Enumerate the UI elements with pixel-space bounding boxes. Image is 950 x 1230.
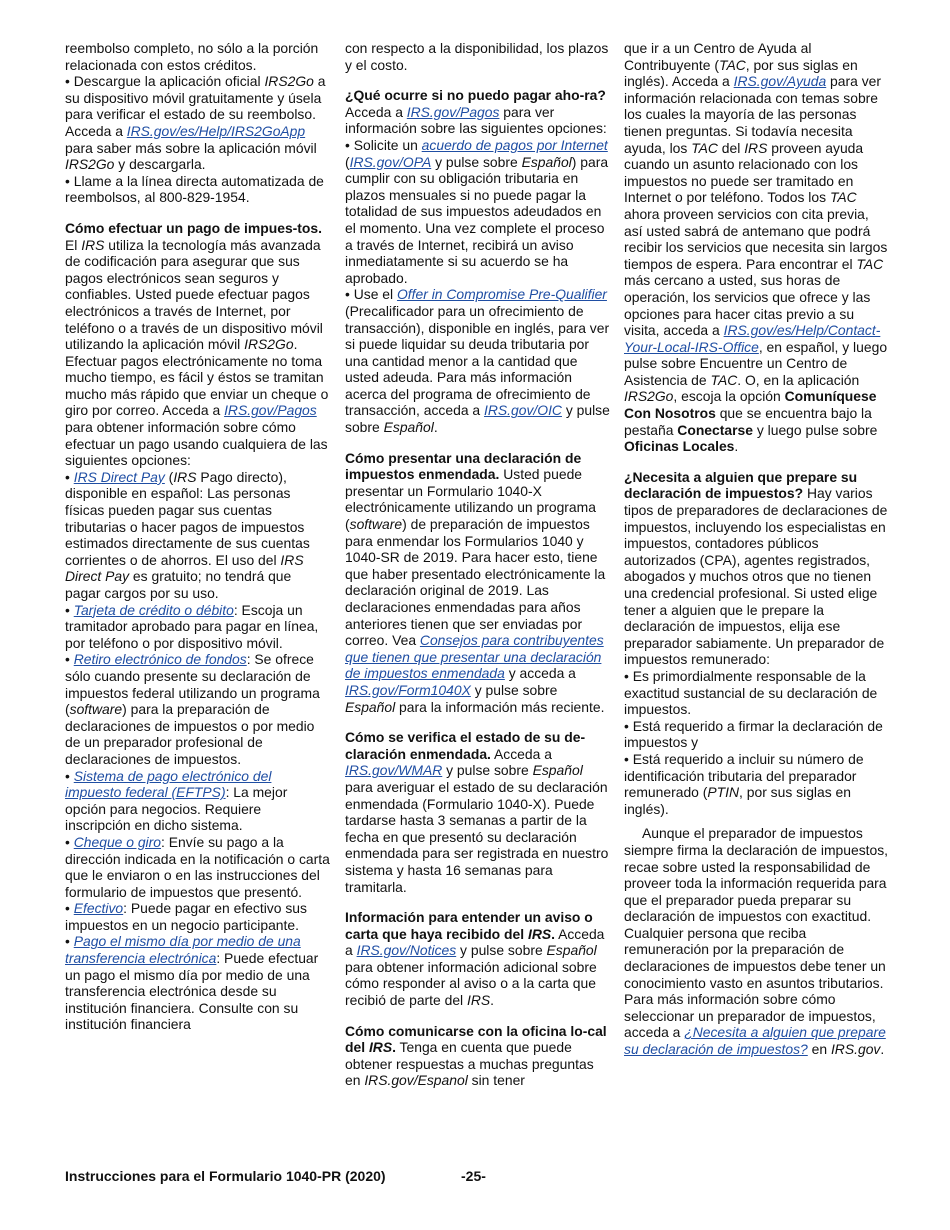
local-office-link[interactable]: IRS.gov/es/Help/Contact-Your-Local-IRS-Office	[624, 322, 881, 355]
section-amended-return: Cómo presentar una declaración de impuestos enmendada. Usted puede presentar un Formulario 1040-X electrónicamente utilizando un programa (software) de preparación de impuestos para enmendar los Formularios 1040 y 1040-SR de 2019. Para hacer esto, tiene que haber presentado electrónicamente la declaración original de 2019. Las declaraciones enmendadas para años anteriores tienen que ser enviadas por correo. Vea Consejos para contribuyentes que tienen que presentar una declaración de impuestos enmendada y acceda a IRS.gov/Form1040X y pulse sobre Español para la información más reciente.	[345, 449, 606, 715]
form1040x-link[interactable]: IRS.gov/Form1040X	[345, 681, 471, 698]
section-heading: Cómo efectuar un pago de impues-tos.	[65, 219, 323, 236]
irs-ayuda-link[interactable]: IRS.gov/Ayuda	[733, 73, 827, 90]
column-2	[345, 40, 610, 1089]
check-money-order-link[interactable]: Cheque o giro	[73, 833, 161, 850]
section-local-office: Cómo comunicarse con la oficina lo-cal del IRS. Tenga en cuenta que puede obtener respuestas a muchas preguntas en IRS.gov/Espanol sin tener	[345, 1022, 607, 1089]
bullet-item: • Llame a la línea directa automatizada de reembolsos, al 800-829-1954.	[65, 172, 324, 206]
paragraph: reembolso completo, no sólo a la porción relacionada con estos créditos.	[65, 40, 319, 73]
section-notices: Información para entender un aviso o carta que haya recibido del IRS. Acceda a IRS.gov/Notices y pulse sobre Español para obtener información adicional sobre cómo responder al aviso o a la carta que recibió de parte del IRS.	[345, 909, 605, 1009]
cash-link[interactable]: Efectivo	[73, 900, 124, 917]
footer-title: Instrucciones para el Formulario 1040-PR (2020)	[65, 1168, 386, 1184]
irs-pagos-link[interactable]: IRS.gov/Pagos	[406, 103, 500, 120]
section-payment: Cómo efectuar un pago de impues-tos. El IRS utiliza la tecnología más avanzada de codificación para asegurar que sus pagos electrónicos sean seguros y confiables. Usted puede efectuar pagos electrónicos a través de Internet, por teléfono o a través de un dispositivo móvil utilizando la aplicación móvil IRS2Go. Efectuar pagos electrónicamente no toma mucho tiempo, es fácil y éstos se tramitan mucho más rápido que enviar un cheque o giro por correo. Acceda a IRS.gov/Pagos para obtener información sobre cómo efectuar un pago usando cualquiera de las siguientes opciones:	[65, 219, 329, 469]
column-1	[65, 40, 330, 1033]
page-number: -25-	[461, 1168, 486, 1184]
bullet-item: • Cheque o giro: Envíe su pago a la dirección indicada en la notificación o carta que le enviaron o en las instrucciones del formulario de impuestos que presentó.	[65, 833, 330, 900]
irs-notices-link[interactable]: IRS.gov/Notices	[356, 942, 457, 959]
paragraph: que ir a un Centro de Ayuda al Contribuyente (TAC, por sus siglas en inglés). Acceda a IRS.gov/Ayuda para ver información relacionada con temas sobre los cuales la mayoría de las personas tienen preguntas. Si todavía necesita ayuda, los TAC del IRS proveen ayuda cuando un asunto relacionado con los impuestos no puede ser tramitado en Internet o por teléfono. Todos los TAC ahora proveen servicios con cita previa, así usted sabrá de antemano que podrá recibir los servicios que necesita sin largos tiempos de espera. Para encontrar el TAC más cercano a usted, sus horas de operación, los servicios que ofrece y las opciones para hacer citas previo a su visita, acceda a IRS.gov/es/Help/Contact-Your-Local-IRS-Office, en español, y luego pulse sobre Encuentre un Centro de Asistencia de TAC. O, en la aplicación IRS2Go, escoja la opción Comuníquese Con Nosotros que se encuentra bajo la pestaña Conectarse y luego pulse sobre Oficinas Locales.	[624, 40, 888, 455]
section-heading: ¿Necesita a alguien que prepare su declaración de impuestos?	[624, 468, 858, 502]
irs-direct-pay-link[interactable]: IRS Direct Pay	[73, 468, 165, 485]
section-heading: Cómo comunicarse con la oficina lo-cal del IRS.	[345, 1022, 607, 1056]
bullet-item: • Es primordialmente responsable de la exactitud sustancial de su declaración de impuestos.	[624, 667, 878, 718]
irs-pagos-link[interactable]: IRS.gov/Pagos	[224, 402, 317, 419]
page-footer	[65, 1168, 885, 1184]
electronic-withdrawal-link[interactable]: Retiro electrónico de fondos	[73, 651, 247, 668]
column-3	[624, 40, 889, 1058]
section-heading: ¿Qué ocurre si no puedo pagar aho-ra?	[345, 87, 606, 104]
amended-return-tips-link[interactable]: Consejos para contribuyentes que tienen que presentar una declaración de impuestos enmendada	[345, 632, 604, 682]
choose-preparer-link[interactable]: ¿Necesita a alguien que prepare su declaración de impuestos?	[624, 1024, 886, 1058]
bullet-item: • Solicite un acuerdo de pagos por Internet (IRS.gov/OPA y pulse sobre Español) para cumplir con su obligación tributaria en plazos mensuales si no puede pagar la totalidad de sus impuestos adeudados en el momento. Una vez complete el proceso a través de Internet, recibirá un aviso inmediatamente si su acuerdo se ha aprobado.	[345, 136, 609, 286]
section-heading: Cómo presentar una declaración de impuestos enmendada.	[345, 449, 582, 483]
bullet-item: • Tarjeta de crédito o débito: Escoja un tramitador aprobado para pagar en línea, por teléfono o por dispositivo móvil.	[65, 601, 319, 651]
eftps-link[interactable]: Sistema de pago electrónico del impuesto federal (EFTPS)	[65, 767, 272, 801]
bullet-item: • Está requerido a firmar la declaración de impuestos y	[624, 717, 883, 751]
paragraph: con respecto a la disponibilidad, los plazos y el costo.	[345, 40, 609, 73]
section-amended-status: Cómo se verifica el estado de su de-claración enmendada. Acceda a IRS.gov/WMAR y pulse sobre Español para averiguar el estado de su declaración enmendada (Formulario 1040-X). Puede tardarse hasta 3 semanas a partir de la fecha en que presentó su declaración enmendada para ser registrada en nuestro sistema y hasta 16 semanas para tramitarla.	[345, 729, 609, 895]
same-day-wire-link[interactable]: Pago el mismo día por medio de una transferencia electrónica	[65, 933, 301, 967]
bullet-item: • Efectivo: Puede pagar en efectivo sus impuestos en un negocio participante.	[65, 900, 307, 933]
offer-in-compromise-link[interactable]: Offer in Compromise Pre-Qualifier	[396, 286, 607, 303]
section-cannot-pay: ¿Qué ocurre si no puedo pagar aho-ra? Acceda a IRS.gov/Pagos para ver información sobre las siguientes opciones:	[345, 87, 607, 137]
bullet-item: • Use el Offer in Compromise Pre-Qualifier (Precalificador para un ofrecimiento de transacción), disponible en inglés, para ver si puede liquidar su deuda tributaria por una cantidad menor a la cantidad que usted adeuda. Para más información acerca del programa de ofrecimiento de transacción, acceda a IRS.gov/OIC y pulse sobre Español.	[345, 286, 610, 436]
bullet-item: • IRS Direct Pay (IRS Pago directo), disponible en español: Las personas físicas pueden pagar sus cuentas tributarias o hacer pagos de impuestos estimados directamente de sus cuentas corrientes o de ahorros. El uso del IRS Direct Pay es gratuito; no tendrá que pagar cargos por su uso.	[65, 468, 310, 601]
bullet-item: • Retiro electrónico de fondos: Se ofrece sólo cuando presente su declaración de impuestos federal utilizando un programa (software) para la preparación de declaraciones de impuestos o por medio de un preparador profesional de declaraciones de impuestos.	[65, 651, 320, 767]
paragraph: Aunque el preparador de impuestos siempre firma la declaración de impuestos, recae sobre usted la responsabilidad de proveer toda la información requerida para que el preparador pueda preparar su declaración de impuestos con exactitud. Cualquier persona que reciba remuneración por la preparación de declaraciones de impuestos debe tener un conocimiento vasto en asuntos tributarios. Para más información sobre cómo seleccionar un preparador de impuestos, acceda a ¿Necesita a alguien que prepare su declaración de impuestos? en IRS.gov.	[624, 825, 889, 1058]
section-heading: Información para entender un aviso o carta que haya recibido del IRS.	[345, 909, 593, 942]
bullet-item: • Pago el mismo día por medio de una transferencia electrónica: Puede efectuar un pago el mismo día por medio de una transferencia electrónica desde su institución financiera. Consulte con su institución financiera	[65, 933, 319, 1033]
bullet-item: • Está requerido a incluir su número de identificación tributaria del preparador remunerado (PTIN, por sus siglas en inglés).	[624, 750, 864, 817]
irs-wmar-link[interactable]: IRS.gov/WMAR	[345, 762, 443, 779]
bullet-item: • Descargue la aplicación oficial IRS2Go a su dispositivo móvil gratuitamente y úsela para verificar el estado de su reembolso. Acceda a IRS.gov/es/Help/IRS2GoApp para saber más sobre la aplicación móvil IRS2Go y descargarla.	[65, 73, 326, 173]
section-preparer: ¿Necesita a alguien que prepare su declaración de impuestos? Hay varios tipos de preparadores de declaraciones de impuestos, incluyendo los especialistas en impuestos, contadores públicos autorizados (CPA), agentes registrados, abogados y muchos otros que no tienen una credencial profesional. Si usted elige tener a alguien que le prepare la declaración de impuestos, elija ese preparador sabiamente. Un preparador de impuestos remunerado:	[624, 468, 888, 668]
irs-oic-link[interactable]: IRS.gov/OIC	[484, 402, 562, 419]
bullet-item: • Sistema de pago electrónico del impuesto federal (EFTPS): La mejor opción para negocios. Requiere inscripción en dicho sistema.	[65, 767, 288, 834]
section-heading: Cómo se verifica el estado de su de-claración enmendada.	[345, 729, 586, 762]
irs-opa-link[interactable]: IRS.gov/OPA	[349, 153, 432, 170]
credit-card-link[interactable]: Tarjeta de crédito o débito	[73, 601, 234, 618]
payment-agreement-link[interactable]: acuerdo de pagos por Internet	[421, 136, 608, 153]
irs2goapp-link[interactable]: IRS.gov/es/Help/IRS2GoApp	[126, 122, 306, 139]
